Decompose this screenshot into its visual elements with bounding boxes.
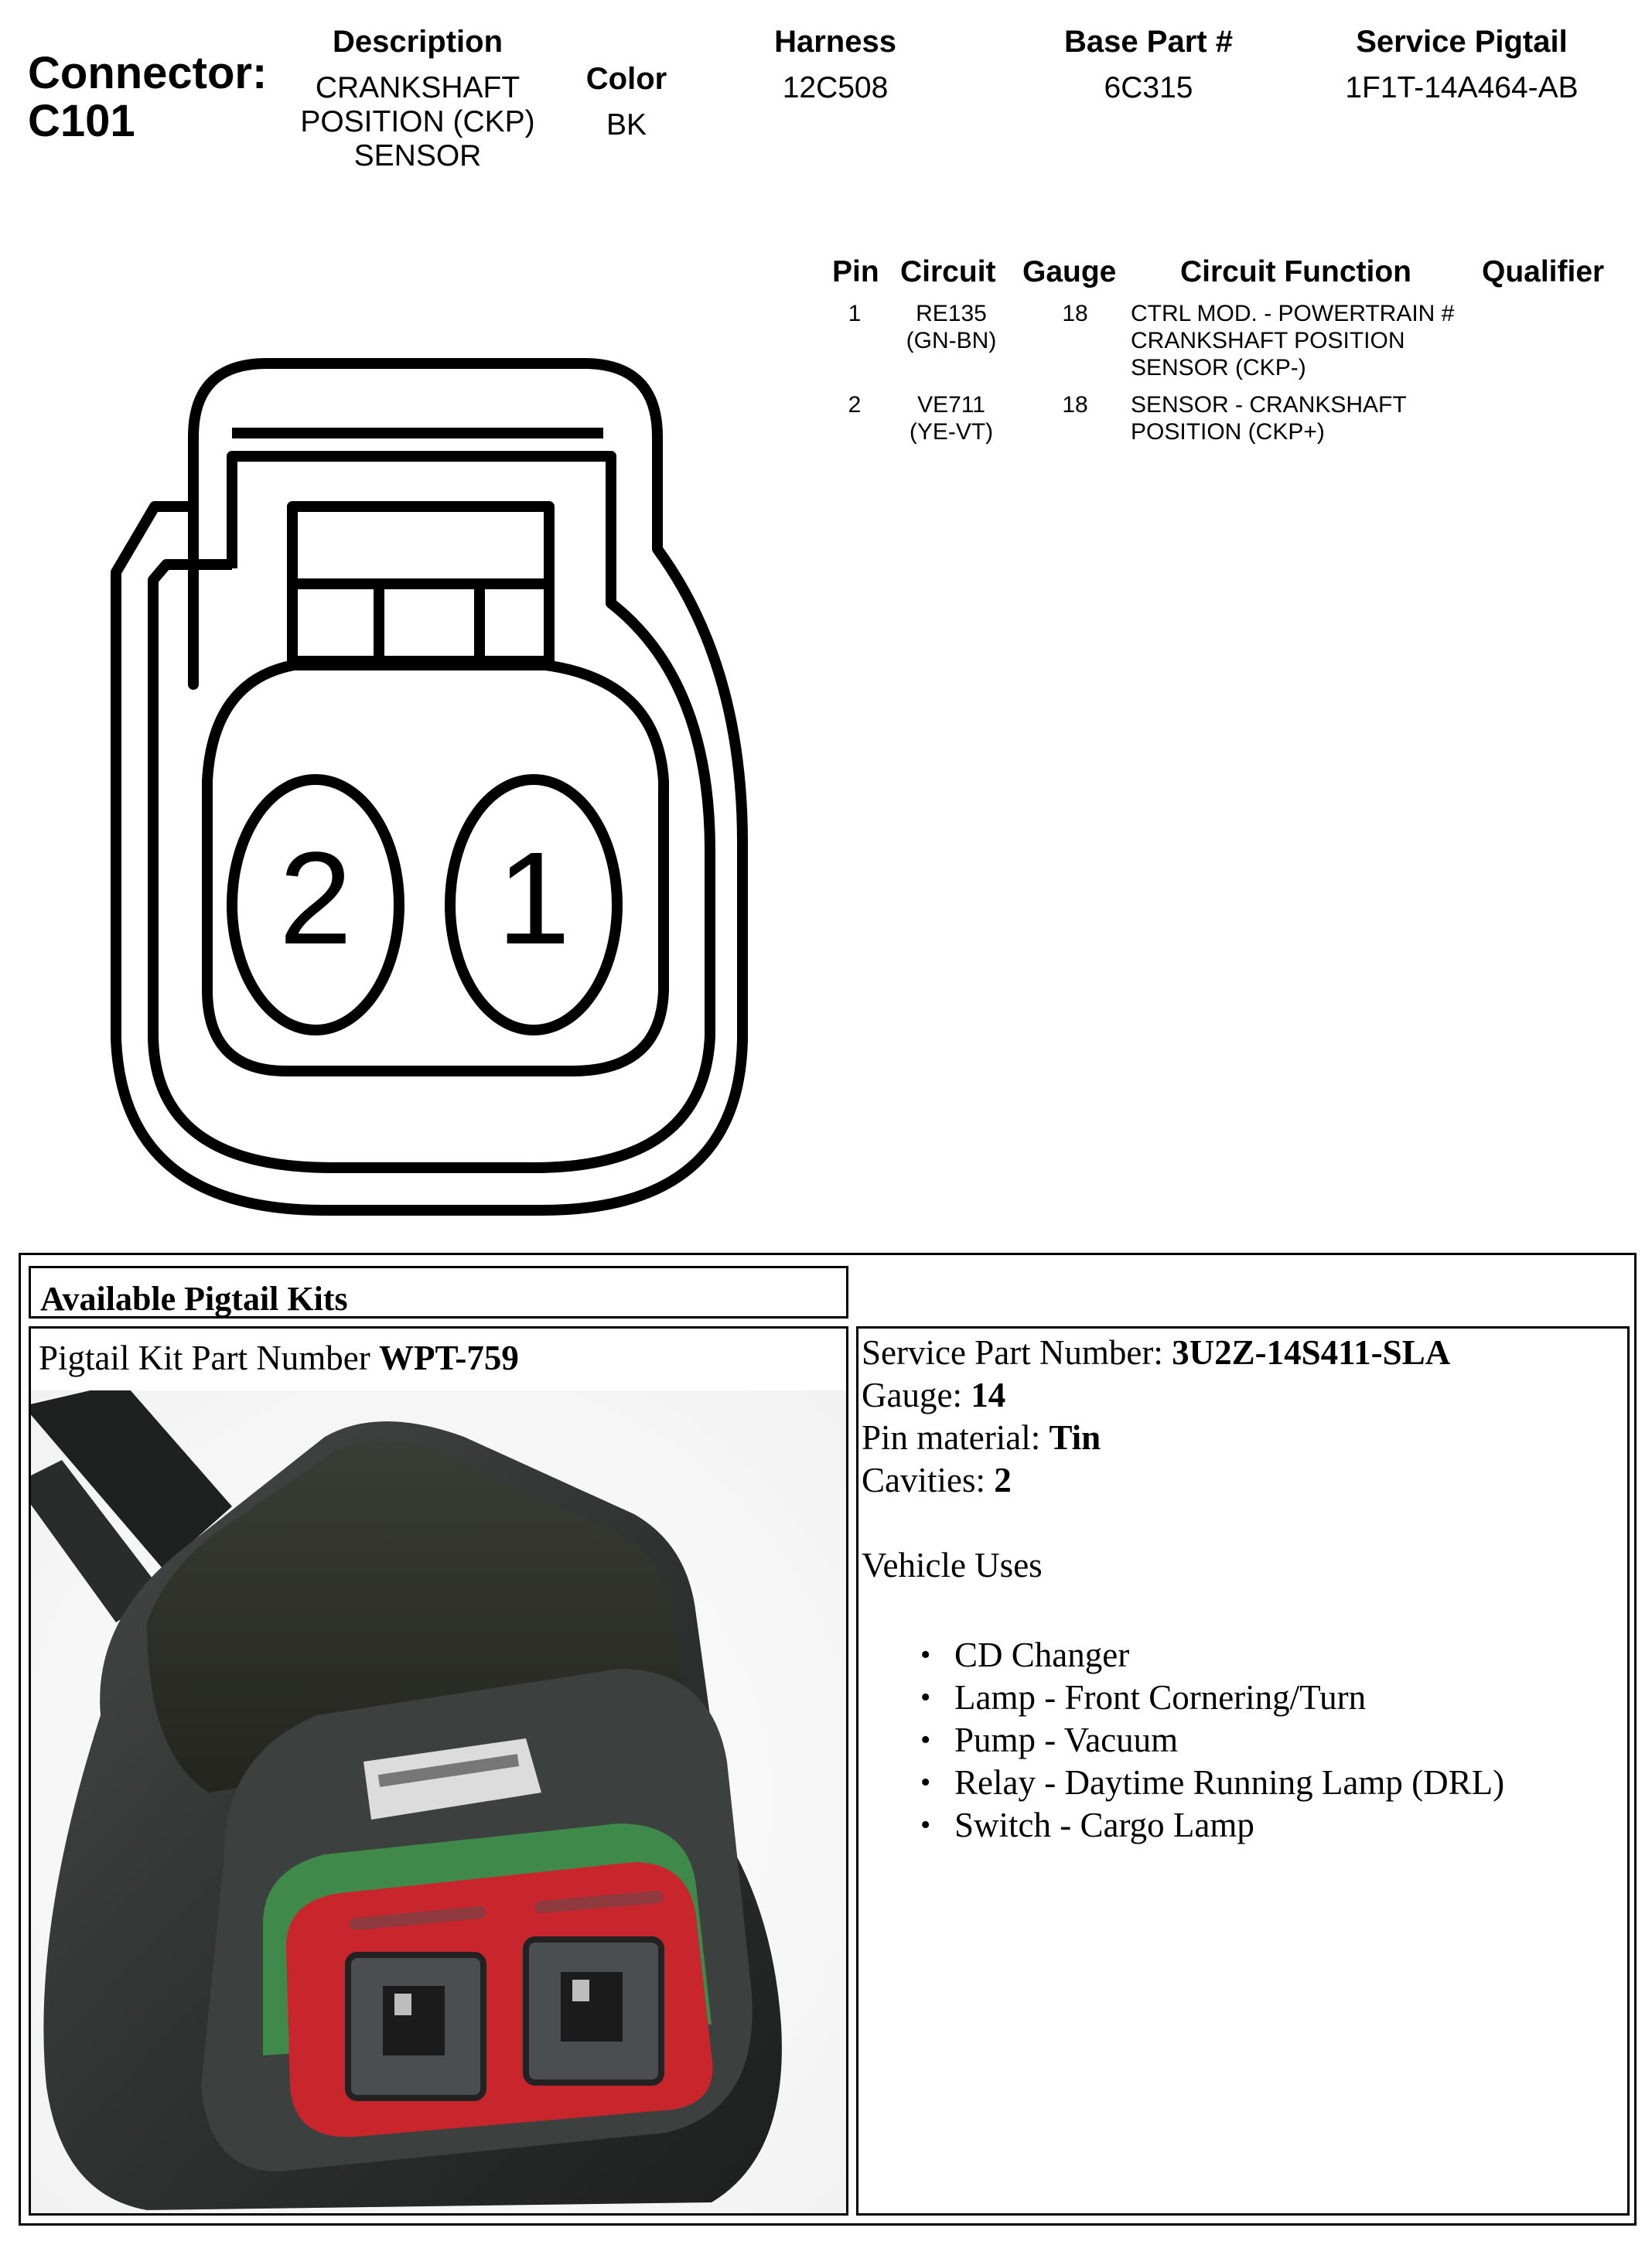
kits-title-cell [29, 1266, 848, 1319]
spec-block [862, 1332, 1504, 1847]
qualifier-header: Qualifier [1482, 255, 1605, 288]
list-item: • CD Changer [862, 1634, 1504, 1677]
description-line: CRANKSHAFT [315, 71, 521, 104]
pigtail-kit-label: Pigtail Kit Part Number [39, 1339, 379, 1377]
row2-circuit [889, 391, 1013, 445]
pigtail-connector-photo [31, 1390, 846, 2213]
function-line: SENSOR - CRANKSHAFT [1131, 392, 1407, 418]
circuit-color: (YE-VT) [909, 419, 994, 445]
service-pigtail-value: 1F1T-14A464-AB [1345, 71, 1579, 104]
base-part-label: Base Part # [1064, 25, 1233, 59]
row1-function [1131, 300, 1486, 381]
pin-label-2: 2 [278, 825, 353, 972]
pin-label-1: 1 [497, 825, 571, 972]
gauge-line [862, 1374, 1504, 1417]
circuit-code: VE711 [917, 392, 985, 418]
row1-pin: 1 [848, 301, 862, 326]
circuit-color: (GN-BN) [906, 328, 997, 353]
pigtail-kit-section [19, 1253, 1637, 2226]
gauge-header: Gauge [1022, 255, 1117, 288]
pin-material-line [862, 1417, 1504, 1459]
function-line: CRANKSHAFT POSITION [1131, 328, 1405, 353]
service-part-number: 3U2Z-14S411-SLA [1172, 1333, 1451, 1372]
row1-gauge: 18 [1062, 301, 1088, 326]
kits-title: Available Pigtail Kits [40, 1280, 348, 1318]
list-item: • Relay - Daytime Running Lamp (DRL) [862, 1762, 1504, 1804]
description-line: POSITION (CKP) [300, 105, 535, 138]
cavities-value: 2 [994, 1461, 1012, 1499]
list-item: • Switch - Cargo Lamp [862, 1804, 1504, 1847]
row2-function [1131, 391, 1486, 445]
pigtail-kit-number: WPT-759 [378, 1339, 519, 1377]
harness-value: 12C508 [782, 71, 889, 104]
service-pigtail-label: Service Pigtail [1356, 25, 1568, 59]
connector-id: C101 [28, 96, 135, 146]
row2-gauge: 18 [1062, 392, 1088, 418]
connector-face-diagram [0, 340, 773, 1237]
circuit-code: RE135 [916, 301, 987, 326]
pigtail-photo-cell [29, 1326, 848, 2216]
circuit-function-header: Circuit Function [1180, 255, 1411, 288]
gauge-label: Gauge: [862, 1376, 971, 1414]
spec-cell [856, 1326, 1630, 2216]
color-label: Color [585, 62, 667, 96]
service-part-line [862, 1332, 1504, 1374]
list-item: • Pump - Vacuum [862, 1719, 1504, 1762]
connector-label: Connector: [28, 48, 268, 98]
description-label: Description [332, 25, 503, 59]
circuit-header: Circuit [900, 255, 996, 288]
description-line: SENSOR [353, 139, 482, 172]
pigtail-kit-line [39, 1338, 519, 1378]
function-line: CTRL MOD. - POWERTRAIN # [1131, 301, 1455, 326]
description-value [278, 71, 557, 173]
pin-header: Pin [832, 255, 879, 288]
pin-material-value: Tin [1049, 1418, 1101, 1457]
cavities-line [862, 1459, 1504, 1502]
row2-pin: 2 [848, 392, 862, 418]
row1-circuit [889, 300, 1013, 354]
cavities-label: Cavities: [862, 1461, 995, 1499]
color-value: BK [606, 108, 647, 142]
pin-material-label: Pin material: [862, 1418, 1050, 1457]
service-part-label: Service Part Number: [862, 1333, 1172, 1372]
function-line: SENSOR (CKP-) [1131, 355, 1306, 380]
harness-label: Harness [774, 25, 896, 59]
list-item: • Lamp - Front Cornering/Turn [862, 1677, 1504, 1719]
base-part-value: 6C315 [1104, 71, 1193, 104]
function-line: POSITION (CKP+) [1131, 419, 1325, 445]
gauge-value: 14 [971, 1376, 1006, 1414]
connector-title [28, 49, 267, 145]
vehicle-uses-label: Vehicle Uses [862, 1546, 1043, 1585]
vehicle-uses-list [862, 1634, 1504, 1847]
